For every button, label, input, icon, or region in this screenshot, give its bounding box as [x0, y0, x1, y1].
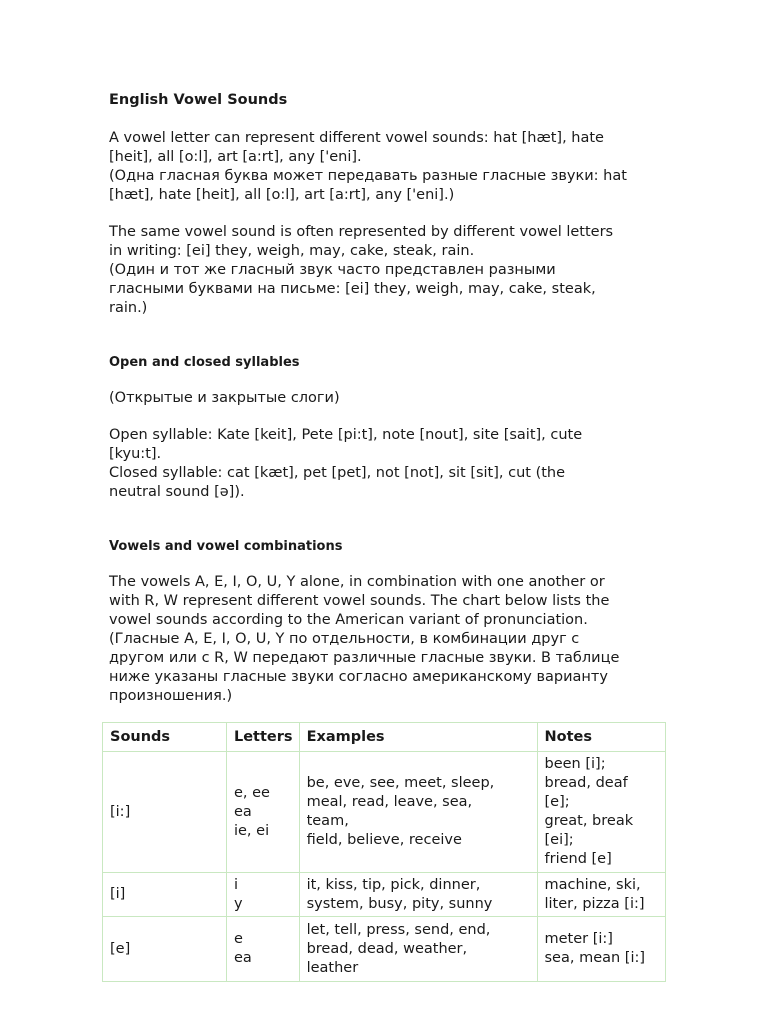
- text-line: rain.): [109, 300, 148, 316]
- cell-line: meter [i:]: [544, 931, 613, 947]
- letters-cell: [226, 752, 299, 873]
- cell-line: liter, pizza [i:]: [544, 895, 645, 912]
- cell-line: sea, mean [i:]: [544, 950, 646, 966]
- cell-line: it, kiss, tip, pick, dinner,: [306, 876, 481, 893]
- cell-line: y: [233, 895, 243, 912]
- text-line: гласными буквами на письме: [ei] they, weigh, may, cake, steak,: [109, 281, 596, 297]
- sound-cell: [i]: [103, 873, 227, 917]
- cell-line: e, ee: [233, 784, 270, 801]
- header-letters: Letters: [226, 723, 299, 752]
- text-line: [kyu:t].: [109, 446, 162, 462]
- table-row: [103, 873, 666, 917]
- cell-line: system, busy, pity, sunny: [306, 895, 493, 912]
- cell-line: be, eve, see, meet, sleep,: [306, 775, 495, 791]
- cell-line: friend [e]: [544, 851, 612, 867]
- header-examples: Examples: [299, 723, 537, 752]
- section-heading-syllables: Open and closed syllables: [109, 355, 300, 370]
- text-line: A vowel letter can represent different vowel sounds: hat [hæt], hate: [109, 130, 604, 146]
- cell-line: [e];: [544, 794, 570, 810]
- text-line: vowel sounds according to the American variant of pronunciation.: [109, 612, 588, 628]
- cell-line: meal, read, leave, sea,: [306, 794, 473, 810]
- text-line: [hæt], hate [heit], all [o:l], art [a:rt], any ['eni].): [109, 187, 455, 203]
- intro-paragraph: [109, 129, 657, 205]
- vowels-paragraph: [109, 573, 657, 706]
- text-line: The same vowel sound is often represented by different vowel letters: [109, 224, 614, 240]
- cell-line: ea: [233, 803, 252, 820]
- cell-line: team,: [306, 813, 349, 829]
- notes-cell: [537, 752, 666, 873]
- header-notes: Notes: [537, 723, 666, 752]
- cell-line: been [i];: [544, 756, 606, 772]
- text-line: ниже указаны гласные звуки согласно американскому варианту: [109, 669, 608, 685]
- cell-line: let, tell, press, send, end,: [306, 921, 491, 938]
- cell-line: machine, ski,: [544, 876, 641, 893]
- text-line: (Гласные A, E, I, O, U, Y по отдельности, в комбинации друг с: [109, 631, 580, 647]
- letters-cell: [226, 917, 299, 982]
- text-line: произношения.): [109, 688, 233, 704]
- text-line: Closed syllable: cat [kæt], pet [pet], not [not], sit [sit], cut (the: [109, 465, 566, 481]
- examples-cell: [299, 873, 537, 917]
- letters-cell: [226, 873, 299, 917]
- text-line: Open syllable: Kate [keit], Pete [pi:t], note [nout], site [sait], cute: [109, 427, 583, 443]
- cell-line: great, break: [544, 813, 634, 829]
- text-line: другом или с R, W передают различные гласные звуки. В таблице: [109, 650, 620, 666]
- cell-line: bread, dead, weather,: [306, 940, 468, 957]
- cell-line: ea: [233, 950, 252, 966]
- syllables-paragraph: [109, 426, 657, 502]
- cell-line: field, believe, receive: [306, 832, 462, 848]
- examples-cell: [299, 752, 537, 873]
- sound-cell: [e]: [103, 917, 227, 982]
- text-line: (Один и тот же гласный звук часто представлен разными: [109, 262, 556, 278]
- cell-line: bread, deaf: [544, 775, 628, 791]
- cell-line: [ei];: [544, 832, 574, 848]
- cell-line: i: [233, 876, 239, 893]
- text-line: (Одна гласная буква может передавать разные гласные звуки: hat: [109, 168, 627, 184]
- sound-cell: [i:]: [103, 752, 227, 873]
- text-line: [heit], all [o:l], art [a:rt], any ['eni].: [109, 149, 362, 165]
- text-line: with R, W represent different vowel sounds. The chart below lists the: [109, 593, 610, 609]
- cell-line: leather: [306, 959, 359, 976]
- text-line: The vowels A, E, I, O, U, Y alone, in combination with one another or: [109, 574, 605, 590]
- section-heading-vowels: Vowels and vowel combinations: [109, 539, 343, 554]
- notes-cell: [537, 873, 666, 917]
- table-header-row: [103, 723, 666, 752]
- text-line: neutral sound [ə]).: [109, 484, 245, 500]
- table-row: [103, 752, 666, 873]
- syllables-translation: (Открытые и закрытые слоги): [109, 390, 340, 406]
- examples-cell: [299, 917, 537, 982]
- header-sounds: Sounds: [103, 723, 227, 752]
- text-line: in writing: [ei] they, weigh, may, cake, steak, rain.: [109, 243, 475, 259]
- page-title: English Vowel Sounds: [109, 92, 288, 108]
- table-row: [103, 917, 666, 982]
- vowel-sounds-table: [102, 722, 666, 982]
- cell-line: ie, ei: [233, 822, 270, 839]
- same-sound-paragraph: [109, 223, 657, 318]
- cell-line: e: [233, 931, 243, 947]
- notes-cell: [537, 917, 666, 982]
